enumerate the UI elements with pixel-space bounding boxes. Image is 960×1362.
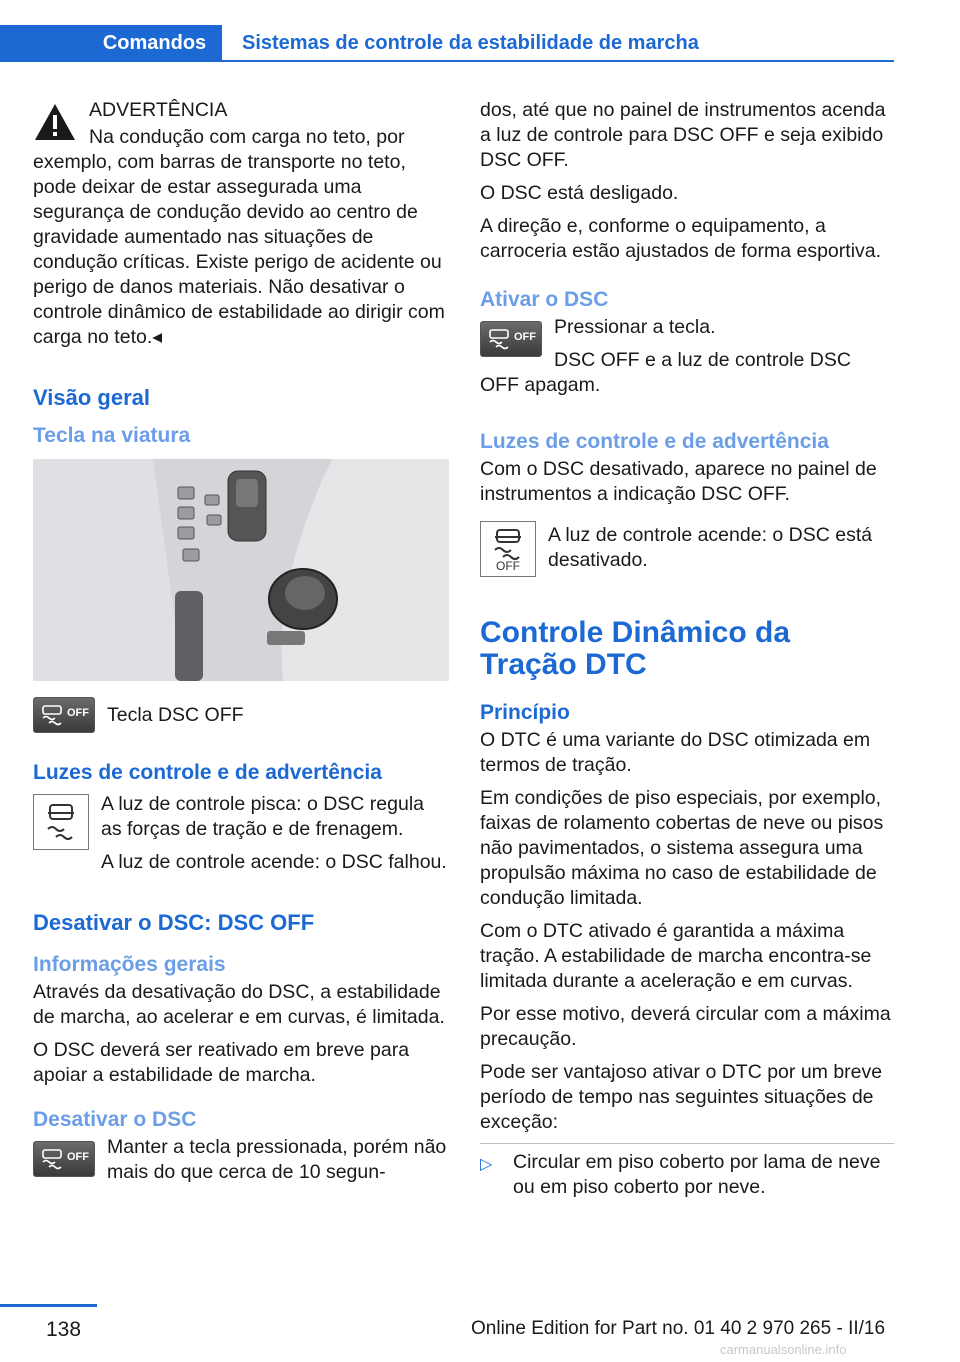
dtc-p1: O DTC é uma variante do DSC otimizada em termos de tração. [480,729,871,776]
lights-left-p2: A luz de controle acende: o DSC falhou. [101,851,447,873]
footer-rule [0,1304,97,1307]
page-header [0,0,960,64]
dtc-p5: Pode ser vantajoso ativar o DTC por um breve período de tempo nas seguintes situações de exceção: [480,1061,883,1133]
car-skid-icon [487,328,511,350]
lights-right-p2: A luz de controle acende: o DSC está desativado. [548,524,873,571]
right-column [480,98,894,1200]
lamp-off-label: OFF [496,559,520,573]
left-column [33,98,449,1193]
page-number: 138 [46,1318,82,1341]
heading-lights-right: Luzes de controle e de advertência [480,430,829,453]
dsc-off-button-icon [33,1141,95,1177]
header-subsection[interactable]: Sistemas de controle da estabilidade de marcha [242,32,699,54]
edition-text: Online Edition for Part no. 01 40 2 970 265 - II/16 [471,1318,886,1339]
heading-dtc: Controle Dinâmico da Tração DTC [480,616,791,681]
dsc-off-lamp-icon [480,521,536,577]
heading-button-in-car: Tecla na viatura [33,424,191,447]
dsc-off-button-icon [33,697,95,733]
car-skid-icon [42,801,80,843]
dtc-p2: Em condições de piso especiais, por exemplo, faixas de rolamento cobertas de neve ou pisos não pavimentados, o sistema assegura uma propulsão máxima no caso de estabilidade de condução limitada. [480,787,884,909]
heading-deactivate: Desativar o DSC: DSC OFF [33,910,315,935]
lights-right-p1: Com o DSC desativado, aparece no painel de instrumentos a indicação DSC OFF. [480,458,877,505]
button-off-label: OFF [514,331,536,343]
site-watermark: carmanualsonline.info [720,1342,847,1357]
heading-activate-dsc: Ativar o DSC [480,288,609,311]
dsc-off-button-icon [480,321,542,357]
general-p2: O DSC deverá ser reativado em breve para apoiar a estabilidade de marcha. [33,1039,410,1086]
header-rule [222,60,894,62]
continuation-p1: dos, até que no painel de instrumentos acenda a luz de controle para DSC OFF e seja exibido DSC OFF. [480,99,886,171]
continuation-p2: O DSC está desligado. [480,182,679,204]
warning-text: Na condução com carga no teto, por exemplo, com barras de transporte no teto, pode deixar de estar assegurada uma segurança de condução devido ao centro de gravidade aumentado nas situações de condução críticas. Existe perigo de acidente ou perigo de danos materiais. Não desativar o controle dinâmico de estabilidade ao dirigir com carga no teto.◂ [33,126,445,348]
button-off-label: OFF [67,707,89,719]
triangle-bullet-icon: ▷ [480,1156,493,1173]
dtc-p4: Por esse motivo, deverá circular com a máxima precaução. [480,1003,891,1050]
bullet-text: Circular em piso coberto por lama de neve ou em piso coberto por neve. [513,1151,881,1198]
heading-general-info: Informações gerais [33,953,226,976]
button-caption: Tecla DSC OFF [107,704,244,726]
dtc-p3: Com o DTC ativado é garantida a máxima tração. A estabilidade de marcha encontra-se limitada durante a aceleração e em curvas. [480,920,872,992]
lights-left-p1: A luz de controle pisca: o DSC regula as forças de tração e de frenagem. [101,793,425,840]
car-console-photo [33,459,449,681]
general-p1: Através da desativação do DSC, a estabilidade de marcha, ao acelerar e em curvas, é limitada. [33,981,445,1028]
header-lead-bar [0,25,87,62]
car-skid-icon [489,528,527,562]
car-skid-icon [40,704,64,726]
button-off-label: OFF [67,1151,89,1163]
deactivate-p1: Manter a tecla pressionada, porém não mais do que cerca de 10 segun- [107,1136,447,1183]
warning-title: ADVERTÊNCIA [89,99,228,121]
heading-overview: Visão geral [33,385,150,410]
heading-lights-left: Luzes de controle e de advertência [33,761,382,784]
heading-deactivate-dsc: Desativar o DSC [33,1108,197,1131]
header-section-tab[interactable]: Comandos [87,25,222,62]
car-skid-icon [40,1148,64,1170]
list-item [480,1150,894,1200]
continuation-p3: A direção e, conforme o equipamento, a carroceria estão ajustados de forma esportiva. [480,215,882,262]
activate-p2: DSC OFF e a luz de controle DSC OFF apagam. [480,349,851,396]
warning-triangle-icon [33,102,77,142]
heading-principle: Princípio [480,701,570,724]
list-separator [480,1143,894,1144]
dsc-warning-lamp-icon [33,794,89,850]
activate-p1: Pressionar a tecla. [554,316,716,338]
